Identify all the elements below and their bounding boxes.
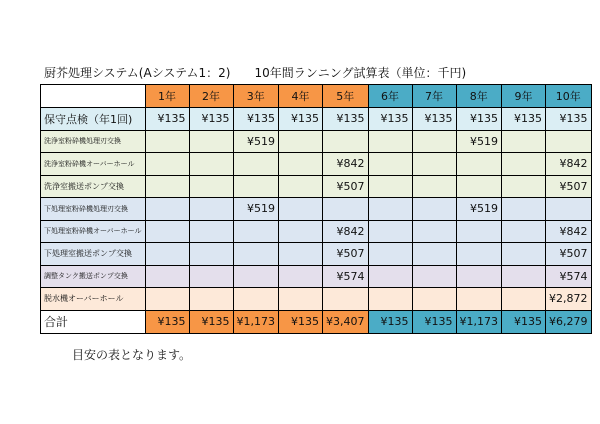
cost-cell bbox=[233, 243, 279, 266]
cost-cell bbox=[412, 243, 456, 266]
cost-cell: ¥135 bbox=[233, 108, 279, 131]
cost-cell bbox=[368, 153, 412, 176]
cost-cell bbox=[502, 153, 546, 176]
cost-cell bbox=[145, 288, 189, 311]
table-row bbox=[41, 198, 592, 221]
cost-cell bbox=[233, 175, 279, 198]
year-header: 7年 bbox=[412, 85, 456, 108]
cost-cell bbox=[368, 243, 412, 266]
cost-cell: ¥507 bbox=[323, 243, 369, 266]
cost-cell bbox=[412, 265, 456, 288]
total-cell: ¥1,173 bbox=[456, 310, 502, 333]
cost-cell bbox=[502, 175, 546, 198]
cost-cell bbox=[233, 265, 279, 288]
total-label: 合計 bbox=[41, 310, 146, 333]
cost-cell bbox=[412, 198, 456, 221]
cost-cell: ¥574 bbox=[323, 265, 369, 288]
cost-cell bbox=[279, 153, 323, 176]
cost-cell: ¥2,872 bbox=[546, 288, 592, 311]
cost-cell bbox=[456, 175, 502, 198]
row-label: 下処理室搬送ポンプ交換 bbox=[41, 243, 146, 266]
cost-cell bbox=[412, 153, 456, 176]
cost-cell: ¥135 bbox=[279, 108, 323, 131]
year-header: 6年 bbox=[368, 85, 412, 108]
cost-cell bbox=[456, 288, 502, 311]
cost-cell bbox=[145, 243, 189, 266]
cost-cell: ¥519 bbox=[456, 130, 502, 153]
table-row bbox=[41, 153, 592, 176]
cost-cell: ¥135 bbox=[189, 108, 233, 131]
cost-cell bbox=[189, 175, 233, 198]
cost-cell: ¥135 bbox=[145, 108, 189, 131]
cost-cell bbox=[456, 265, 502, 288]
cost-cell bbox=[189, 243, 233, 266]
cost-cell bbox=[456, 220, 502, 243]
table-row bbox=[41, 220, 592, 243]
cost-cell bbox=[189, 153, 233, 176]
cost-cell bbox=[323, 130, 369, 153]
cost-cell bbox=[412, 288, 456, 311]
total-cell: ¥3,407 bbox=[323, 310, 369, 333]
cost-cell bbox=[145, 198, 189, 221]
cost-cell bbox=[189, 288, 233, 311]
cost-cell bbox=[233, 220, 279, 243]
cost-cell bbox=[189, 220, 233, 243]
cost-cell bbox=[279, 220, 323, 243]
cost-cell: ¥135 bbox=[412, 108, 456, 131]
year-header: 2年 bbox=[189, 85, 233, 108]
year-header: 8年 bbox=[456, 85, 502, 108]
cost-cell bbox=[368, 288, 412, 311]
cost-cell: ¥519 bbox=[233, 198, 279, 221]
running-cost-table bbox=[40, 84, 592, 334]
total-cell: ¥1,173 bbox=[233, 310, 279, 333]
cost-cell bbox=[502, 130, 546, 153]
table-row bbox=[41, 175, 592, 198]
page-title: 厨芥処理システム(Aシステム1：2) 10年間ランニング試算表（単位：千円) bbox=[44, 66, 467, 80]
cost-cell bbox=[145, 265, 189, 288]
cost-cell bbox=[323, 198, 369, 221]
cost-cell bbox=[233, 288, 279, 311]
cost-cell bbox=[189, 265, 233, 288]
row-label: 洗浄室粉砕機処理刃交換 bbox=[41, 130, 146, 153]
cost-cell: ¥519 bbox=[233, 130, 279, 153]
cost-cell bbox=[189, 130, 233, 153]
cost-cell bbox=[279, 130, 323, 153]
table-row bbox=[41, 130, 592, 153]
cost-cell bbox=[323, 288, 369, 311]
row-label: 洗浄室搬送ポンプ交換 bbox=[41, 175, 146, 198]
total-cell: ¥135 bbox=[412, 310, 456, 333]
row-label: 下処理室粉砕機処理刃交換 bbox=[41, 198, 146, 221]
cost-cell: ¥135 bbox=[546, 108, 592, 131]
cost-cell bbox=[145, 153, 189, 176]
row-label: 洗浄室粉砕機オーバーホール bbox=[41, 153, 146, 176]
cost-cell bbox=[233, 153, 279, 176]
total-cell: ¥135 bbox=[368, 310, 412, 333]
cost-cell bbox=[456, 243, 502, 266]
row-label: 下処理室粉砕機オーバーホール bbox=[41, 220, 146, 243]
cost-cell bbox=[189, 198, 233, 221]
year-header: 10年 bbox=[546, 85, 592, 108]
cost-cell: ¥507 bbox=[546, 175, 592, 198]
total-cell: ¥135 bbox=[279, 310, 323, 333]
cost-cell: ¥519 bbox=[456, 198, 502, 221]
total-cell: ¥6,279 bbox=[546, 310, 592, 333]
cost-cell bbox=[279, 265, 323, 288]
year-header: 1年 bbox=[145, 85, 189, 108]
cost-cell: ¥135 bbox=[323, 108, 369, 131]
cost-cell bbox=[368, 198, 412, 221]
cost-cell: ¥507 bbox=[546, 243, 592, 266]
cost-cell bbox=[145, 130, 189, 153]
table-row bbox=[41, 243, 592, 266]
cost-cell bbox=[279, 243, 323, 266]
table-row bbox=[41, 288, 592, 311]
cost-cell: ¥574 bbox=[546, 265, 592, 288]
cost-cell bbox=[279, 198, 323, 221]
row-label: 調整タンク搬送ポンプ交換 bbox=[41, 265, 146, 288]
cost-cell bbox=[279, 175, 323, 198]
total-cell: ¥135 bbox=[502, 310, 546, 333]
cost-cell bbox=[546, 130, 592, 153]
cost-cell bbox=[368, 130, 412, 153]
year-header: 4年 bbox=[279, 85, 323, 108]
cost-cell bbox=[412, 130, 456, 153]
table-row bbox=[41, 108, 592, 131]
footnote: 目安の表となります。 bbox=[72, 348, 192, 362]
cost-cell bbox=[502, 198, 546, 221]
row-label: 脱水機オーバーホール bbox=[41, 288, 146, 311]
cost-cell bbox=[502, 243, 546, 266]
cost-cell: ¥842 bbox=[323, 220, 369, 243]
cost-cell bbox=[412, 220, 456, 243]
row-label: 保守点検（年1回) bbox=[41, 108, 146, 131]
total-cell: ¥135 bbox=[145, 310, 189, 333]
cost-cell bbox=[368, 265, 412, 288]
total-cell: ¥135 bbox=[189, 310, 233, 333]
total-row bbox=[41, 310, 592, 333]
cost-cell bbox=[502, 288, 546, 311]
cost-cell bbox=[502, 220, 546, 243]
cost-cell bbox=[368, 220, 412, 243]
cost-cell bbox=[412, 175, 456, 198]
cost-cell: ¥842 bbox=[546, 220, 592, 243]
cost-cell bbox=[145, 220, 189, 243]
year-header-row bbox=[41, 85, 592, 108]
cost-cell bbox=[145, 175, 189, 198]
table-row bbox=[41, 265, 592, 288]
year-header: 9年 bbox=[502, 85, 546, 108]
cost-cell: ¥135 bbox=[456, 108, 502, 131]
cost-cell: ¥507 bbox=[323, 175, 369, 198]
cost-cell: ¥135 bbox=[502, 108, 546, 131]
cost-cell bbox=[456, 153, 502, 176]
cost-cell: ¥135 bbox=[368, 108, 412, 131]
cost-cell bbox=[502, 265, 546, 288]
year-header: 5年 bbox=[323, 85, 369, 108]
cost-cell: ¥842 bbox=[323, 153, 369, 176]
year-header: 3年 bbox=[233, 85, 279, 108]
header-corner-cell bbox=[41, 85, 146, 108]
cost-cell bbox=[546, 198, 592, 221]
cost-cell: ¥842 bbox=[546, 153, 592, 176]
cost-cell bbox=[368, 175, 412, 198]
cost-cell bbox=[279, 288, 323, 311]
